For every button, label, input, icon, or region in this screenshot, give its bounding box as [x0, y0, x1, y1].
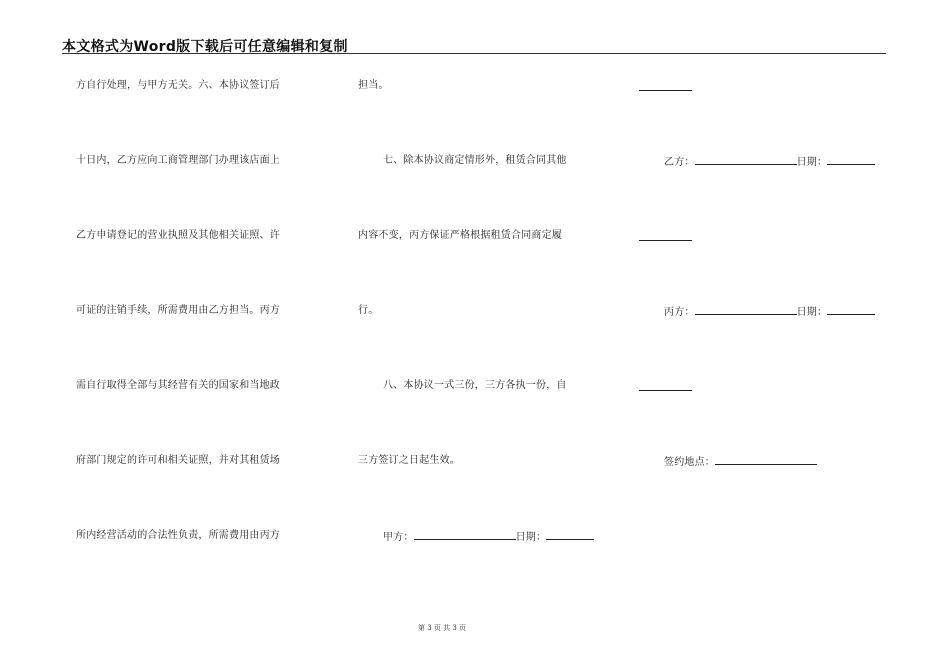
signing-place-label: 签约地点：	[664, 457, 715, 468]
page-number: 第 3 页 共 3 页	[417, 624, 467, 632]
blank-underline	[639, 240, 692, 241]
party-b-label: 乙方：	[664, 157, 695, 168]
party-c-signature-line	[664, 305, 875, 319]
header-divider	[62, 53, 886, 54]
blank-underline	[639, 390, 692, 391]
party-c-date-blank	[827, 305, 875, 315]
blank-underline	[639, 90, 692, 91]
party-a-label: 甲方：	[383, 532, 414, 543]
column2-line: 行。	[358, 305, 379, 316]
column1-line: 方自行处理，与甲方无关。六、本协议签订后	[76, 80, 280, 91]
party-c-date-label: 日期：	[796, 307, 828, 318]
party-a-signature-line	[383, 530, 594, 544]
document-header-title: 本文格式为Word版下载后可任意编辑和复制	[62, 39, 348, 55]
column2-line: 担当。	[358, 80, 389, 91]
signing-place-line	[664, 455, 817, 469]
column1-line: 需自行取得全部与其经营有关的国家和当地政	[76, 380, 280, 391]
party-c-label: 丙方：	[664, 307, 695, 318]
party-a-signature-blank	[414, 530, 516, 540]
party-a-date-blank	[546, 530, 594, 540]
column2-line: 三方签订之日起生效。	[358, 455, 460, 466]
party-a-date-label: 日期：	[515, 532, 547, 543]
column1-line: 十日内，乙方应向工商管理部门办理该店面上	[76, 155, 280, 166]
column1-line: 可证的注销手续，所需费用由乙方担当。丙方	[76, 305, 280, 316]
party-c-signature-blank	[695, 305, 797, 315]
column1-line: 所内经营活动的合法性负责，所需费用由丙方	[76, 530, 280, 541]
column1-line: 府部门规定的许可和相关证照，并对其租赁场	[76, 455, 280, 466]
column2-line: 内容不变，丙方保证严格根据租赁合同商定履	[358, 230, 562, 241]
signing-place-blank	[715, 455, 817, 465]
party-b-date-blank	[827, 155, 875, 165]
column1-line: 乙方申请登记的营业执照及其他相关证照、许	[76, 230, 280, 241]
column2-line: 八、本协议一式三份，三方各执一份，自	[383, 380, 567, 391]
party-b-signature-line	[664, 155, 875, 169]
party-b-date-label: 日期：	[796, 157, 828, 168]
party-b-signature-blank	[695, 155, 797, 165]
column2-line: 七、除本协议商定情形外，租赁合同其他	[383, 155, 567, 166]
